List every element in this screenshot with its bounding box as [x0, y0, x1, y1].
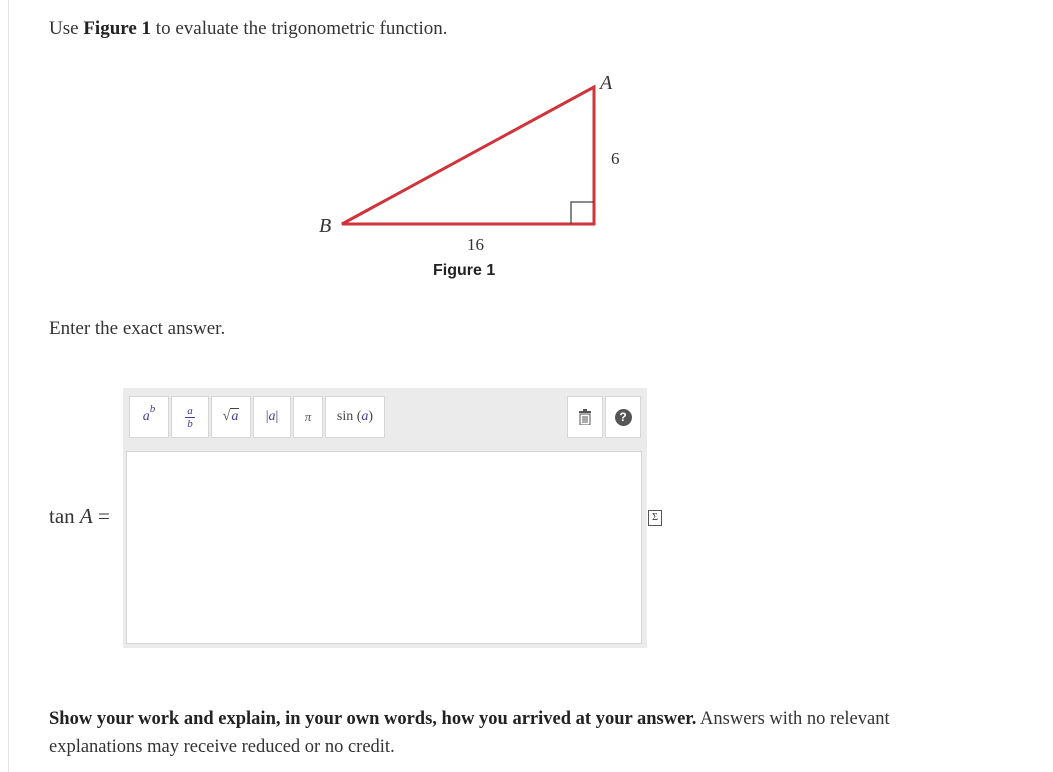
figure-reference: Figure 1	[83, 18, 152, 39]
square-root-icon: √a	[222, 409, 239, 424]
answer-input[interactable]	[126, 451, 642, 644]
answer-label	[49, 504, 110, 529]
square-root-button[interactable]	[211, 396, 251, 438]
figure-caption: Figure 1	[433, 262, 496, 279]
superscript-icon: $a^b$	[142, 403, 156, 424]
vertex-b-label: B	[319, 215, 332, 237]
sin-label: sin	[336, 409, 354, 424]
footer-normal-text: Answers with no relevant explanations may receive reduced or no credit.	[49, 709, 890, 757]
help-button[interactable]	[605, 396, 641, 438]
superscript-button[interactable]	[129, 396, 169, 438]
right-angle-marker	[571, 202, 594, 224]
instruction-prefix: Use	[49, 18, 84, 39]
math-editor	[123, 388, 647, 648]
instruction-suffix: to evaluate the trigonometric function.	[151, 18, 448, 39]
absolute-value-button[interactable]	[253, 396, 291, 438]
trash-icon	[578, 409, 592, 425]
pi-button[interactable]	[293, 396, 323, 438]
angle-variable: A	[79, 504, 93, 528]
absolute-value-icon: |a|	[265, 409, 279, 424]
instructions-footer	[49, 705, 909, 761]
fraction-button[interactable]	[171, 396, 209, 438]
side-length-vertical: 6	[611, 149, 620, 168]
sin-function-button[interactable]	[325, 396, 385, 438]
function-name: tan	[49, 504, 80, 528]
sin-function-icon: sin (a)	[336, 409, 374, 424]
fraction-icon: a b	[185, 405, 195, 430]
footer-bold-text: Show your work and explain, in your own words, how you arrived at your answer.	[49, 709, 697, 729]
math-toolbar	[129, 396, 641, 440]
triangle	[342, 87, 594, 224]
pi-icon: π	[304, 409, 312, 424]
equation-editor-icon[interactable]: Σ	[648, 510, 662, 526]
clear-button[interactable]	[567, 396, 603, 438]
side-length-horizontal: 16	[467, 235, 484, 254]
vertex-a-label: A	[600, 72, 613, 94]
triangle-figure	[0, 0, 1053, 300]
help-icon: ?	[615, 409, 632, 426]
prompt-text: Enter the exact answer.	[49, 318, 226, 339]
equals-sign: =	[92, 504, 110, 528]
